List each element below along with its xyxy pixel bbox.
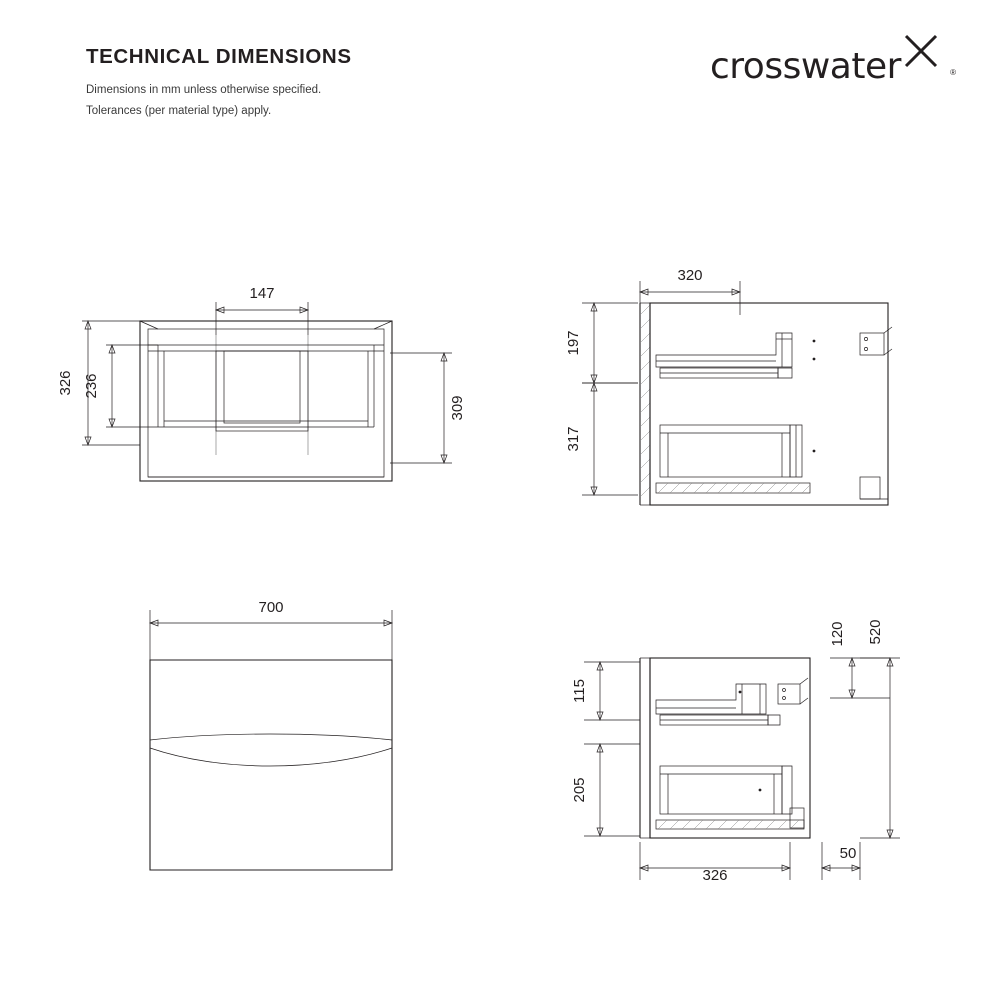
dim-326-bottom: 326	[702, 867, 728, 884]
dim-197: 197	[565, 330, 582, 356]
dim-317: 317	[565, 426, 582, 452]
view-front-elevation	[40, 590, 480, 890]
view-side-section-lower	[560, 580, 960, 910]
dim-320: 320	[677, 267, 703, 284]
dim-326: 326	[57, 370, 74, 396]
view-side-section-upper	[560, 255, 940, 525]
view-front-interior	[40, 255, 510, 515]
page-title: TECHNICAL DIMENSIONS	[86, 45, 352, 68]
dim-700: 700	[258, 599, 284, 616]
brand-name: crosswater	[710, 46, 901, 87]
dim-205: 205	[571, 777, 588, 803]
dim-147: 147	[249, 285, 275, 302]
dim-50: 50	[839, 845, 857, 862]
dim-309: 309	[449, 395, 466, 421]
dim-120: 120	[829, 621, 846, 647]
brand-logo	[710, 38, 960, 94]
registered-mark: ®	[950, 68, 956, 77]
subtitle-dimensions-note: Dimensions in mm unless otherwise specified.	[86, 84, 322, 96]
x-mark-icon	[902, 32, 942, 72]
dim-236: 236	[83, 373, 100, 399]
dim-520: 520	[867, 619, 884, 645]
dim-115: 115	[571, 679, 588, 703]
subtitle-tolerances-note: Tolerances (per material type) apply.	[86, 105, 272, 117]
